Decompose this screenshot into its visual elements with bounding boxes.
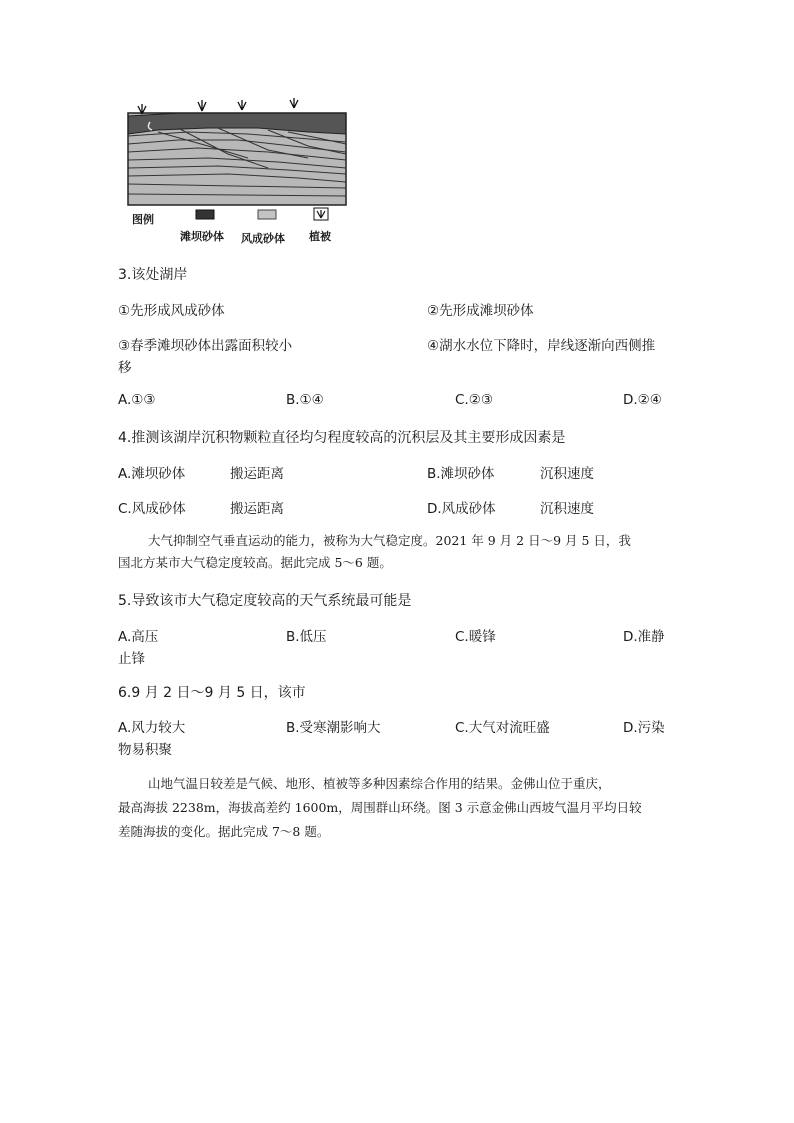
legend-title: 图例 xyxy=(132,213,154,226)
q3-option-b[interactable]: B.①④ xyxy=(286,392,324,408)
passage-2-line-2: 最高海拔 2238m，海拔高差约 1600m，周围群山环绕。图 3 示意金佛山西坡气温月平均日较 xyxy=(118,800,642,815)
q6-option-d-wrap: 物易积聚 xyxy=(118,742,172,758)
q6-stem: 6.9 月 2 日～9 月 5 日，该市 xyxy=(118,685,306,701)
legend-label-vegetation: 植被 xyxy=(309,230,331,243)
passage-2-line-1: 山地气温日较差是气候、地形、植被等多种因素综合作用的结果。金佛山位于重庆， xyxy=(148,776,611,791)
q5-option-b[interactable]: B.低压 xyxy=(286,629,327,645)
q4-option-b-factor: 沉积速度 xyxy=(540,466,594,482)
q5-option-c[interactable]: C.暖锋 xyxy=(455,629,496,645)
q4-option-a-factor: 搬运距离 xyxy=(230,466,284,482)
legend-label-aeolian: 风成砂体 xyxy=(241,232,285,245)
q3-option-c[interactable]: C.②③ xyxy=(455,392,493,408)
q3-statement-4: ④湖水水位下降时，岸线逐渐向西侧推 xyxy=(427,338,656,354)
cross-section-diagram xyxy=(118,98,358,246)
q6-option-b[interactable]: B.受寒潮影响大 xyxy=(286,720,381,736)
passage-1-line-2: 国北方某市大气稳定度较高。据此完成 5～6 题。 xyxy=(118,555,392,570)
legend-swatch-beach-bar xyxy=(196,210,214,219)
q3-option-d[interactable]: D.②④ xyxy=(623,392,662,408)
passage-2-line-3: 差随海拔的变化。据此完成 7～8 题。 xyxy=(118,824,330,839)
q3-stem: 3.该处湖岸 xyxy=(118,267,188,283)
passage-1-line-1: 大气抑制空气垂直运动的能力，被称为大气稳定度。2021 年 9 月 2 日～9 月 5 日，我 xyxy=(148,533,631,548)
q4-option-a[interactable]: A.滩坝砂体 xyxy=(118,466,186,482)
q6-option-a[interactable]: A.风力较大 xyxy=(118,720,186,736)
cross-section-figure xyxy=(118,98,358,246)
q5-option-a[interactable]: A.高压 xyxy=(118,629,159,645)
q5-stem: 5.导致该市大气稳定度较高的天气系统最可能是 xyxy=(118,593,412,609)
q3-option-a[interactable]: A.①③ xyxy=(118,392,156,408)
q4-option-c-factor: 搬运距离 xyxy=(230,501,284,517)
q4-option-d-factor: 沉积速度 xyxy=(540,501,594,517)
q5-option-d[interactable]: D.准静 xyxy=(623,629,665,645)
q3-statement-4-wrap: 移 xyxy=(118,360,132,376)
legend-swatch-aeolian xyxy=(258,210,276,219)
vegetation-marks xyxy=(138,98,298,114)
q4-option-b[interactable]: B.滩坝砂体 xyxy=(427,466,495,482)
q4-stem: 4.推测该湖岸沉积物颗粒直径均匀程度较高的沉积层及其主要形成因素是 xyxy=(118,430,566,446)
q3-statement-3: ③春季滩坝砂体出露面积较小 xyxy=(118,338,293,354)
q5-option-d-wrap: 止锋 xyxy=(118,651,145,667)
legend-label-beach-bar: 滩坝砂体 xyxy=(180,230,224,243)
q4-option-c[interactable]: C.风成砂体 xyxy=(118,501,186,517)
q3-statement-1: ①先形成风成砂体 xyxy=(118,303,225,319)
q4-option-d[interactable]: D.风成砂体 xyxy=(427,501,496,517)
q6-option-c[interactable]: C.大气对流旺盛 xyxy=(455,720,550,736)
q6-option-d[interactable]: D.污染 xyxy=(623,720,665,736)
q3-statement-2: ②先形成滩坝砂体 xyxy=(427,303,534,319)
